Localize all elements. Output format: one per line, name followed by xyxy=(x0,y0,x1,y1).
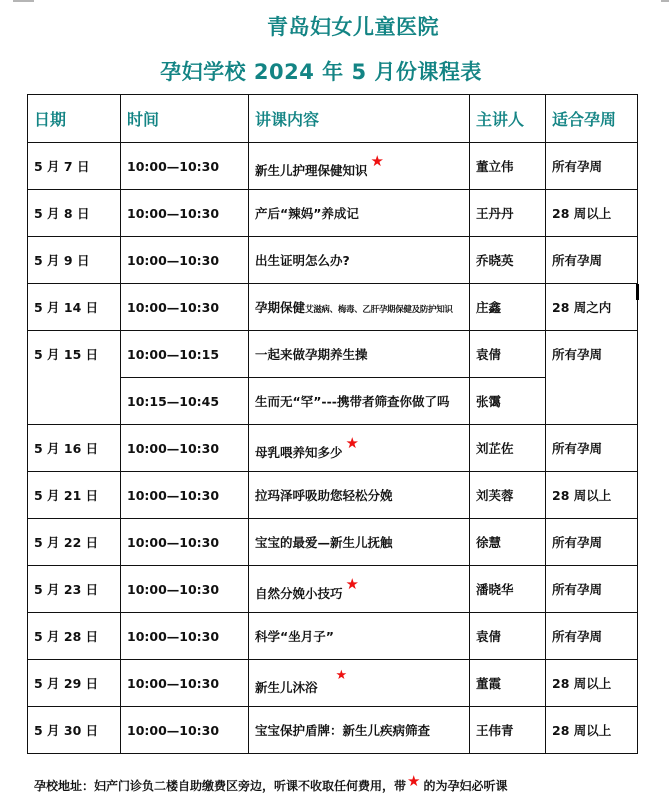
date-cell: 5 月 22 日 xyxy=(28,519,121,566)
weeks-cell: 28 周以上 xyxy=(546,190,638,237)
column-header-topic: 讲课内容 xyxy=(249,95,470,143)
table-row xyxy=(28,331,638,378)
topic-text: 一起来做孕期养生操 xyxy=(255,347,368,362)
topic-text: 新生儿沐浴 xyxy=(255,680,318,695)
lecturer-cell: 潘晓华 xyxy=(470,566,546,613)
topic-cell xyxy=(249,566,470,613)
weeks-cell: 所有孕周 xyxy=(546,425,638,472)
star-icon: ★ xyxy=(407,772,421,790)
weeks-cell: 所有孕周 xyxy=(546,143,638,190)
date-cell: 5 月 28 日 xyxy=(28,613,121,660)
corner-mark-right xyxy=(661,0,669,2)
footer-text-before: 孕校地址：妇产门诊负二楼自助缴费区旁边，听课不收取任何费用，带 xyxy=(34,779,407,793)
weeks-cell: 所有孕周 xyxy=(546,566,638,613)
page-edge-marker xyxy=(636,284,639,300)
date-cell: 5 月 23 日 xyxy=(28,566,121,613)
topic-cell xyxy=(249,613,470,660)
date-cell: 5 月 9 日 xyxy=(28,237,121,284)
lecturer-cell: 张霭 xyxy=(470,378,546,425)
lecturer-cell: 王伟青 xyxy=(470,707,546,754)
time-cell: 10:15—10:45 xyxy=(121,378,249,425)
date-cell: 5 月 30 日 xyxy=(28,707,121,754)
weeks-cell: 28 周以上 xyxy=(546,660,638,707)
date-cell: 5 月 7 日 xyxy=(28,143,121,190)
time-cell: 10:00—10:30 xyxy=(121,284,249,331)
table-row xyxy=(28,143,638,190)
topic-cell xyxy=(249,190,470,237)
lecturer-cell: 袁倩 xyxy=(470,331,546,378)
weeks-cell: 所有孕周 xyxy=(546,237,638,284)
topic-note: 艾滋病、梅毒、乙肝孕期保健及防护知识 xyxy=(305,305,453,315)
topic-cell xyxy=(249,237,470,284)
topic-text: 产后“辣妈”养成记 xyxy=(255,206,359,221)
time-cell: 10:00—10:30 xyxy=(121,190,249,237)
hospital-title: 青岛妇女儿童医院 xyxy=(267,15,439,39)
topic-cell xyxy=(249,519,470,566)
topic-text: 科学“坐月子” xyxy=(255,629,334,644)
table-row xyxy=(28,284,638,331)
weeks-cell: 所有孕周 xyxy=(546,519,638,566)
lecturer-cell: 徐慧 xyxy=(470,519,546,566)
date-cell: 5 月 14 日 xyxy=(28,284,121,331)
topic-cell xyxy=(249,472,470,519)
time-cell: 10:00—10:30 xyxy=(121,613,249,660)
topic-cell xyxy=(249,331,470,378)
column-header-weeks: 适合孕周 xyxy=(546,95,638,143)
weeks-cell: 28 周以上 xyxy=(546,472,638,519)
footer-note xyxy=(34,772,508,794)
time-cell: 10:00—10:30 xyxy=(121,143,249,190)
topic-text: 新生儿护理保健知识 xyxy=(255,163,368,178)
table-row xyxy=(28,519,638,566)
topic-text: 孕期保健 xyxy=(255,300,306,315)
table-row xyxy=(28,707,638,754)
lecturer-cell: 董霞 xyxy=(470,660,546,707)
weeks-cell: 28 周之内 xyxy=(546,284,638,331)
time-cell: 10:00—10:30 xyxy=(121,707,249,754)
table-row xyxy=(28,190,638,237)
time-cell: 10:00—10:30 xyxy=(121,566,249,613)
topic-text: 出生证明怎么办? xyxy=(255,253,350,268)
lecturer-cell: 袁倩 xyxy=(470,613,546,660)
topic-cell xyxy=(249,143,470,190)
lecturer-cell: 王丹丹 xyxy=(470,190,546,237)
time-cell: 10:00—10:30 xyxy=(121,660,249,707)
time-cell: 10:00—10:15 xyxy=(121,331,249,378)
date-cell: 5 月 21 日 xyxy=(28,472,121,519)
topic-cell xyxy=(249,425,470,472)
table-row xyxy=(28,425,638,472)
course-schedule-table xyxy=(27,94,638,754)
topic-text: 生而无“罕”---携带者筛查你做了吗 xyxy=(255,394,450,409)
time-cell: 10:00—10:30 xyxy=(121,237,249,284)
star-icon: ★ xyxy=(370,152,384,170)
date-cell: 5 月 15 日 xyxy=(28,331,121,425)
corner-mark-left xyxy=(13,0,34,2)
lecturer-cell: 刘芷佐 xyxy=(470,425,546,472)
topic-text: 自然分娩小技巧 xyxy=(255,586,343,601)
time-cell: 10:00—10:30 xyxy=(121,472,249,519)
date-cell: 5 月 29 日 xyxy=(28,660,121,707)
weeks-cell: 所有孕周 xyxy=(546,613,638,660)
weeks-cell: 28 周以上 xyxy=(546,707,638,754)
star-icon: ★ xyxy=(345,434,359,452)
schedule-title: 孕妇学校 2024 年 5 月份课程表 xyxy=(160,60,482,84)
table-row xyxy=(28,613,638,660)
time-cell: 10:00—10:30 xyxy=(121,425,249,472)
time-cell: 10:00—10:30 xyxy=(121,519,249,566)
column-header-time: 时间 xyxy=(121,95,249,143)
topic-cell xyxy=(249,378,470,425)
topic-cell xyxy=(249,707,470,754)
lecturer-cell: 庄鑫 xyxy=(470,284,546,331)
star-icon: ★ xyxy=(335,668,348,683)
topic-text: 宝宝的最爱—新生儿抚触 xyxy=(255,535,393,550)
weeks-cell: 所有孕周 xyxy=(546,331,638,425)
star-icon: ★ xyxy=(345,575,359,593)
table-row xyxy=(28,566,638,613)
footer-text-after: 的为孕妇必听课 xyxy=(423,779,508,793)
topic-cell xyxy=(249,660,470,707)
lecturer-cell: 董立伟 xyxy=(470,143,546,190)
lecturer-cell: 刘芙蓉 xyxy=(470,472,546,519)
date-cell: 5 月 16 日 xyxy=(28,425,121,472)
column-header-lecturer: 主讲人 xyxy=(470,95,546,143)
lecturer-cell: 乔晓英 xyxy=(470,237,546,284)
topic-text: 宝宝保护盾牌：新生儿疾病筛查 xyxy=(255,723,431,738)
table-header-row xyxy=(28,95,638,143)
column-header-date: 日期 xyxy=(28,95,121,143)
table-row xyxy=(28,660,638,707)
date-cell: 5 月 8 日 xyxy=(28,190,121,237)
table-row xyxy=(28,472,638,519)
table-row xyxy=(28,237,638,284)
topic-text: 拉玛泽呼吸助您轻松分娩 xyxy=(255,488,393,503)
topic-text: 母乳喂养知多少 xyxy=(255,445,343,460)
topic-cell xyxy=(249,284,470,331)
